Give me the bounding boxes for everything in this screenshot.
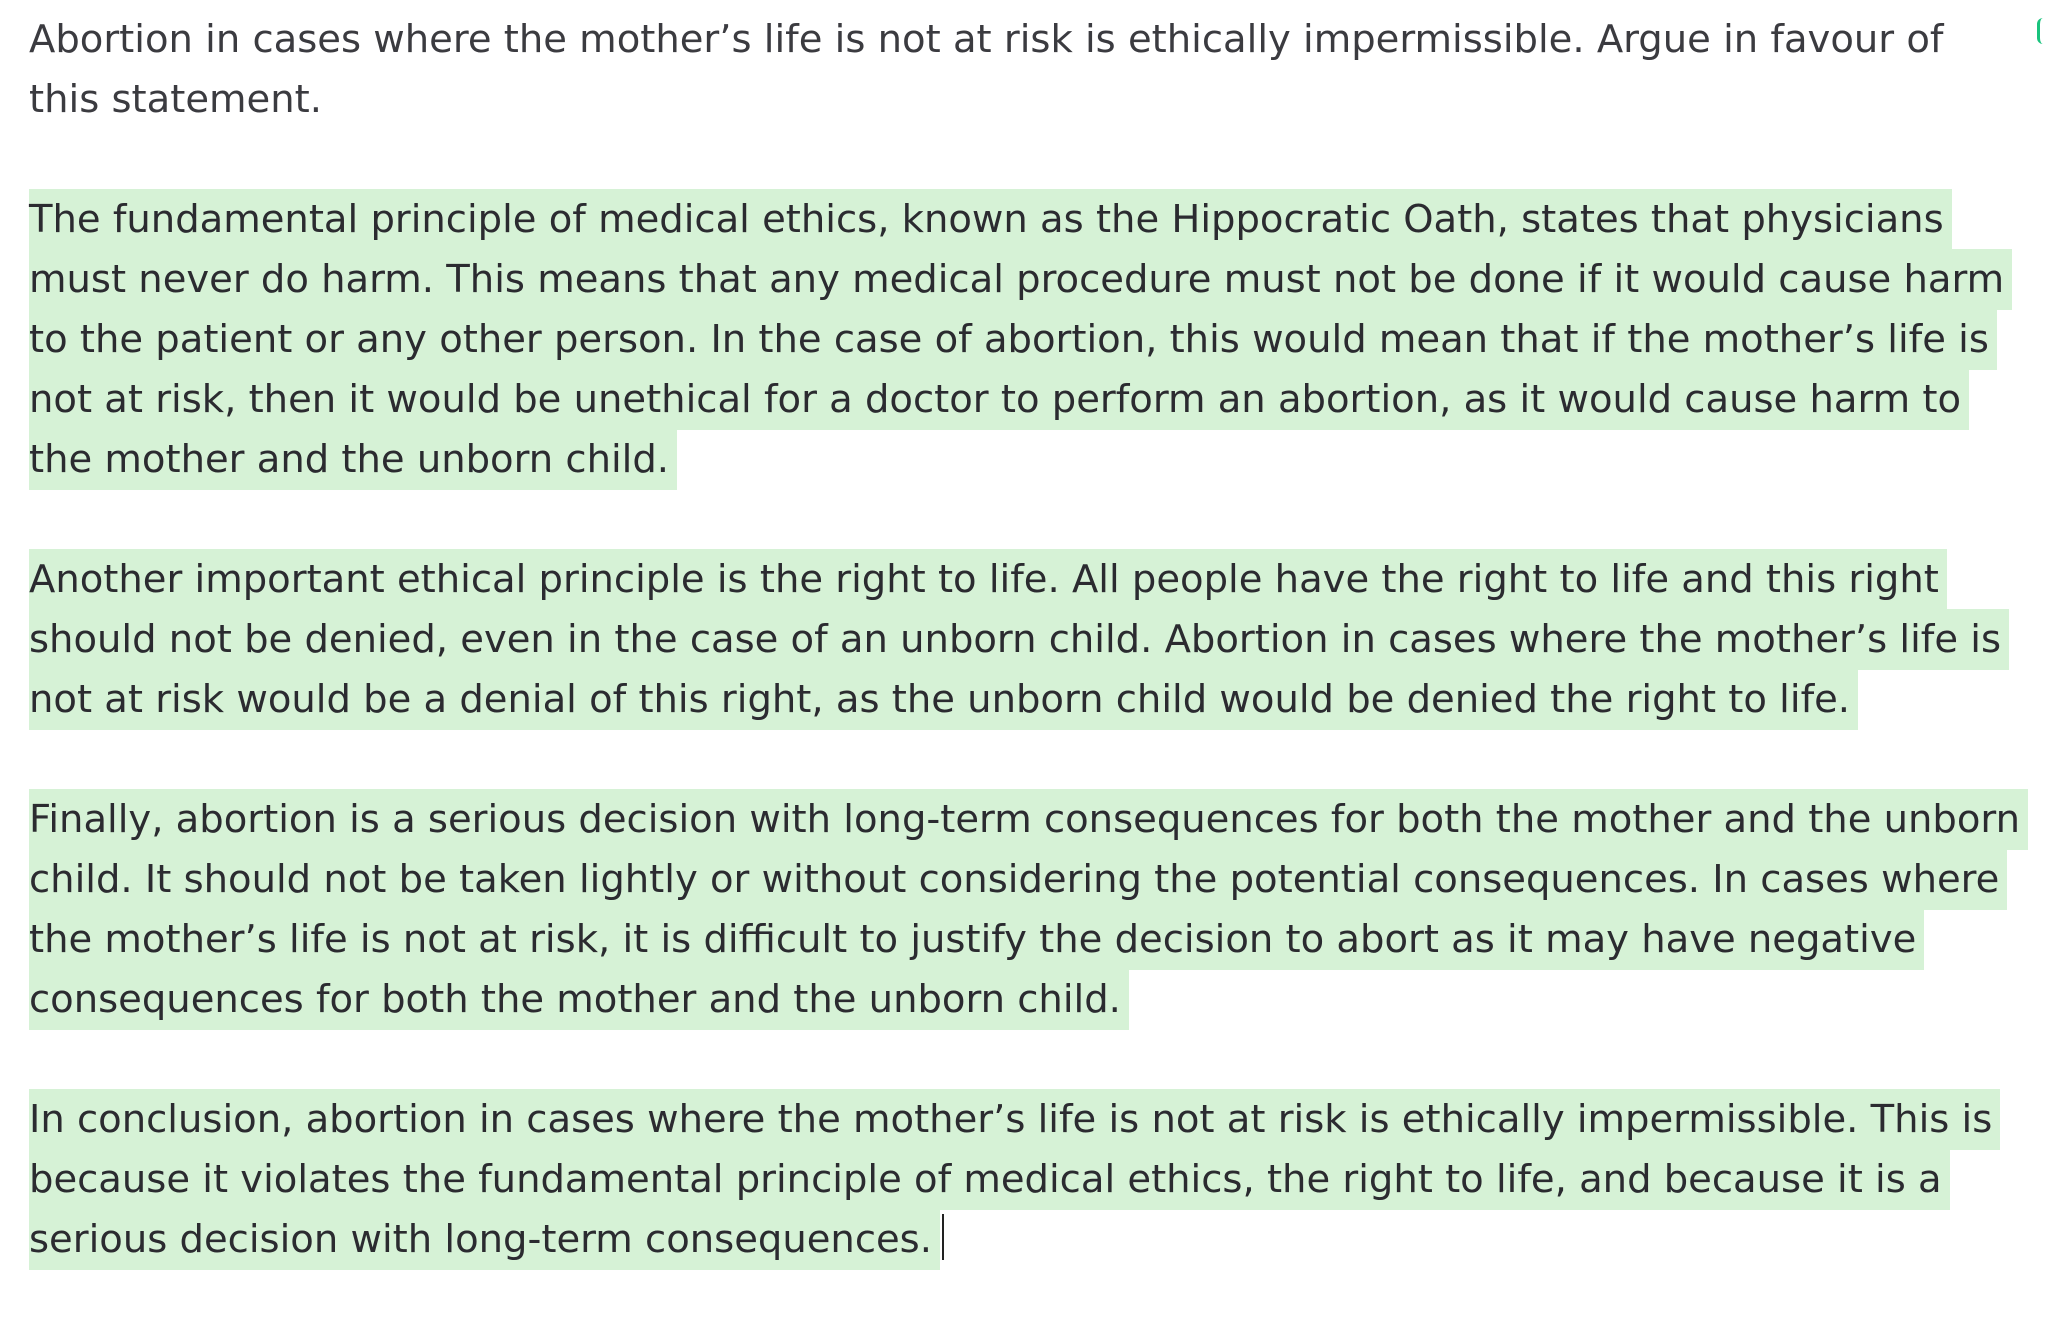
text-cursor xyxy=(942,1214,944,1260)
response-paragraph-2 xyxy=(29,550,2029,730)
response-paragraph-1 xyxy=(29,190,2029,490)
highlighted-text: In conclusion, abortion in cases where the mother’s life is not at risk is ethically impermissible. This is because it violates the fundamental principle of medical ethics, the right to life, and because it is a serious decision with long-term consequences. xyxy=(29,1089,2000,1270)
response-paragraph-3 xyxy=(29,790,2029,1030)
assistant-response xyxy=(29,190,2029,1270)
edge-indicator-icon xyxy=(2037,18,2048,44)
highlighted-text: The fundamental principle of medical ethics, known as the Hippocratic Oath, states that physicians must never do harm. This means that any medical procedure must not be done if it would cause harm to the patient or any other person. In the case of abortion, this would mean that if the mother’s life is not at risk, then it would be unethical for a doctor to perform an abortion, as it would cause harm to the mother and the unborn child. xyxy=(29,189,2012,490)
chat-content xyxy=(29,0,2029,1330)
highlighted-text: Another important ethical principle is the right to life. All people have the right to life and this right should not be denied, even in the case of an unborn child. Abortion in cases where the mother’s life is not at risk would be a denial of this right, as the unborn child would be denied the right to life. xyxy=(29,549,2009,730)
highlighted-text: Finally, abortion is a serious decision with long-term consequences for both the mother and the unborn child. It should not be taken lightly or without considering the potential consequences. In cases where the mother’s life is not at risk, it is difficult to justify the decision to abort as it may have negative consequences for both the mother and the unborn child. xyxy=(29,789,2028,1030)
response-paragraph-4 xyxy=(29,1090,2029,1270)
user-prompt: Abortion in cases where the mother’s life is not at risk is ethically impermissible. Argue in favour of this statement. xyxy=(29,17,1944,122)
